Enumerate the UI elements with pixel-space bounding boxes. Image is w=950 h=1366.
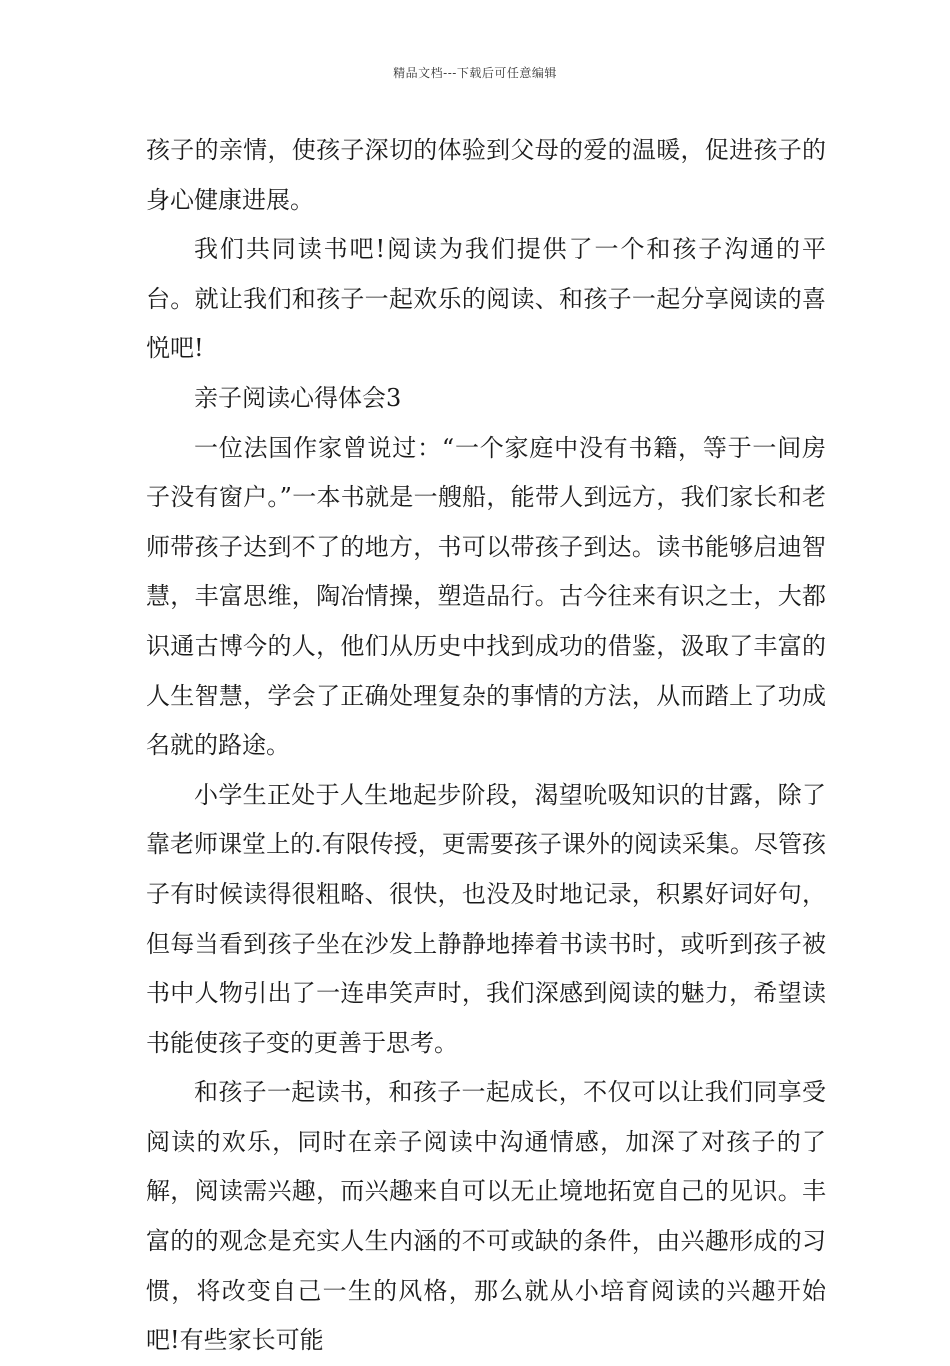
section-heading: 亲子阅读心得体会3 [194,383,402,412]
paragraph-3: 一位法国作家曾说过：“一个家庭中没有书籍，等于一间房子没有窗户。”一本书就是一艘船，能带人到远方，我们家长和老师带孩子达到不了的地方，书可以带孩子到达。读书能够启迪智慧，丰富思维，陶冶情操，塑造品行。古今往来有识之士，大都识通古博今的人，他们从历史中找到成功的借鉴，汲取了丰富的人生智慧，学会了正确处理复杂的事情的方法，从而踏上了功成名就的路途。 [146,433,826,760]
document-body [146,126,826,1366]
paragraph-5: 和孩子一起读书，和孩子一起成长，不仅可以让我们同享受阅读的欢乐，同时在亲子阅读中沟通情感，加深了对孩子的了解，阅读需兴趣，而兴趣来自可以无止境地拓宽自己的见识。丰富的的观念是充实人生内涵的不可或缺的条件，由兴趣形成的习惯，将改变自己一生的风格，那么就从小培育阅读的兴趣开始吧!有些家长可能 [146,1078,826,1355]
paragraph-2: 我们共同读书吧!阅读为我们提供了一个和孩子沟通的平台。就让我们和孩子一起欢乐的阅读、和孩子一起分享阅读的喜悦吧! [146,235,826,363]
paragraph-1: 孩子的亲情，使孩子深切的体验到父母的爱的温暖，促进孩子的身心健康进展。 [146,136,826,214]
paragraph-4: 小学生正处于人生地起步阶段，渴望吮吸知识的甘露，除了靠老师课堂上的.有限传授，更需要孩子课外的阅读采集。尽管孩子有时候读得很粗略、很快，也没及时地记录，积累好词好句，但每当看到孩子坐在沙发上静静地捧着书读书时，或听到孩子被书中人物引出了一连串笑声时，我们深感到阅读的魅力，希望读书能使孩子变的更善于思考。 [146,780,826,1057]
page-header: 精品文档---下载后可任意编辑 [393,66,557,80]
